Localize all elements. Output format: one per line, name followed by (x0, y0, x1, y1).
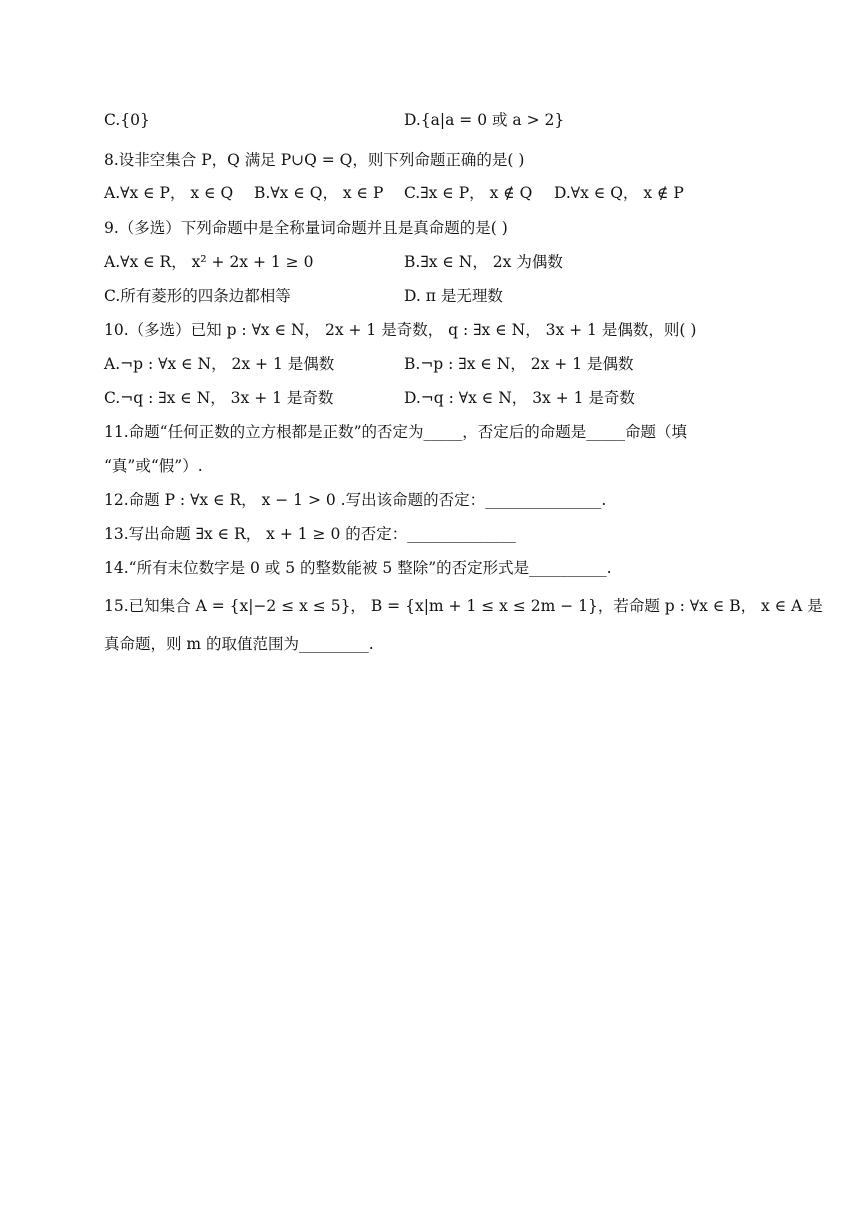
q8-option-c: C.∃x ∈ P， x ∉ Q (404, 184, 533, 202)
question-9-stem: 9.（多选）下列命题中是全称量词命题并且是真命题的是( ) (104, 219, 508, 237)
q10-option-d: D.¬q : ∀x ∈ N， 3x + 1 是奇数 (404, 389, 635, 407)
q8-option-b: B.∀x ∈ Q， x ∈ P (254, 184, 384, 202)
question-13: 13.写出命题 ∃x ∈ R， x + 1 ≥ 0 的否定：______________ (104, 525, 516, 543)
q8-option-d: D.∀x ∈ Q， x ∉ P (554, 184, 684, 202)
question-15-line-1: 15.已知集合 A = {x|−2 ≤ x ≤ 5}， B = {x|m + 1 ≤ x ≤ 2m − 1}，若命题 p : ∀x ∈ B， x ∈ A 是 (104, 597, 823, 615)
question-14: 14.“所有末位数字是 0 或 5 的整数能被 5 整除”的否定形式是__________. (104, 559, 612, 577)
question-11-line-1: 11.命题“任何正数的立方根都是正数”的否定为_____，否定后的命题是_____命题（填 (104, 423, 688, 441)
q10-option-a: A.¬p : ∀x ∈ N， 2x + 1 是偶数 (104, 355, 335, 373)
q10-option-c: C.¬q : ∃x ∈ N， 3x + 1 是奇数 (104, 389, 334, 407)
question-15-line-2: 真命题，则 m 的取值范围为_________. (104, 635, 374, 653)
q10-option-b: B.¬p : ∃x ∈ N， 2x + 1 是偶数 (404, 355, 634, 373)
question-11-line-2: “真”或“假”）. (104, 457, 203, 475)
q9-option-c: C.所有菱形的四条边都相等 (104, 287, 291, 305)
q9-option-d: D. π 是无理数 (404, 287, 503, 305)
q7-option-d: D.{a|a = 0 或 a > 2} (404, 111, 565, 129)
question-8-stem: 8.设非空集合 P，Q 满足 P∪Q = Q，则下列命题正确的是( ) (104, 151, 525, 169)
q9-option-b: B.∃x ∈ N， 2x 为偶数 (404, 253, 563, 271)
question-10-stem: 10.（多选）已知 p : ∀x ∈ N， 2x + 1 是奇数， q : ∃x ∈ N， 3x + 1 是偶数，则( ) (104, 321, 697, 339)
q8-option-a: A.∀x ∈ P， x ∈ Q (104, 184, 234, 202)
question-12: 12.命题 P : ∀x ∈ R， x − 1 > 0 .写出该命题的否定：_______________. (104, 491, 607, 509)
q7-option-c: C.{0} (104, 111, 150, 129)
q9-option-a: A.∀x ∈ R， x² + 2x + 1 ≥ 0 (104, 253, 314, 271)
